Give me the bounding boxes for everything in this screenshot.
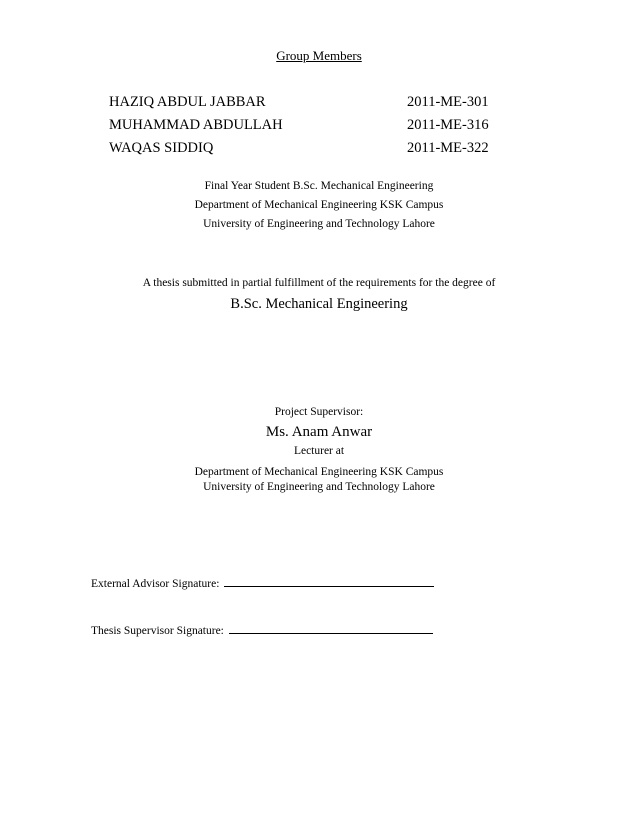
degree-title: B.Sc. Mechanical Engineering <box>230 296 408 312</box>
student-info-line: Final Year Student B.Sc. Mechanical Engineering <box>204 180 434 192</box>
student-university-line: University of Engineering and Technology Lahore <box>203 218 435 230</box>
thesis-statement: A thesis submitted in partial fulfillment of the requirements for the degree of <box>142 277 496 289</box>
supervisor-department: Department of Mechanical Engineering KSK Campus <box>194 466 444 478</box>
member-id: 2011-ME-322 <box>407 140 489 156</box>
group-members-heading: Group Members <box>276 48 362 63</box>
external-advisor-signature-line <box>224 575 434 587</box>
thesis-supervisor-signature-label: Thesis Supervisor Signature: <box>91 625 224 637</box>
member-id: 2011-ME-316 <box>407 117 489 133</box>
supervisor-title: Lecturer at <box>293 445 345 457</box>
thesis-supervisor-signature-line <box>229 622 433 634</box>
member-id: 2011-ME-301 <box>407 94 489 110</box>
thesis-supervisor-signature <box>91 622 433 637</box>
supervisor-university: University of Engineering and Technology Lahore <box>203 481 435 493</box>
member-name: WAQAS SIDDIQ <box>109 140 214 156</box>
external-advisor-signature <box>91 575 434 590</box>
member-name: HAZIQ ABDUL JABBAR <box>109 94 266 110</box>
supervisor-label: Project Supervisor: <box>274 406 364 418</box>
external-advisor-signature-label: External Advisor Signature: <box>91 578 220 590</box>
member-name: MUHAMMAD ABDULLAH <box>109 117 283 133</box>
student-department-line: Department of Mechanical Engineering KSK Campus <box>194 199 444 211</box>
supervisor-name: Ms. Anam Anwar <box>265 424 373 440</box>
